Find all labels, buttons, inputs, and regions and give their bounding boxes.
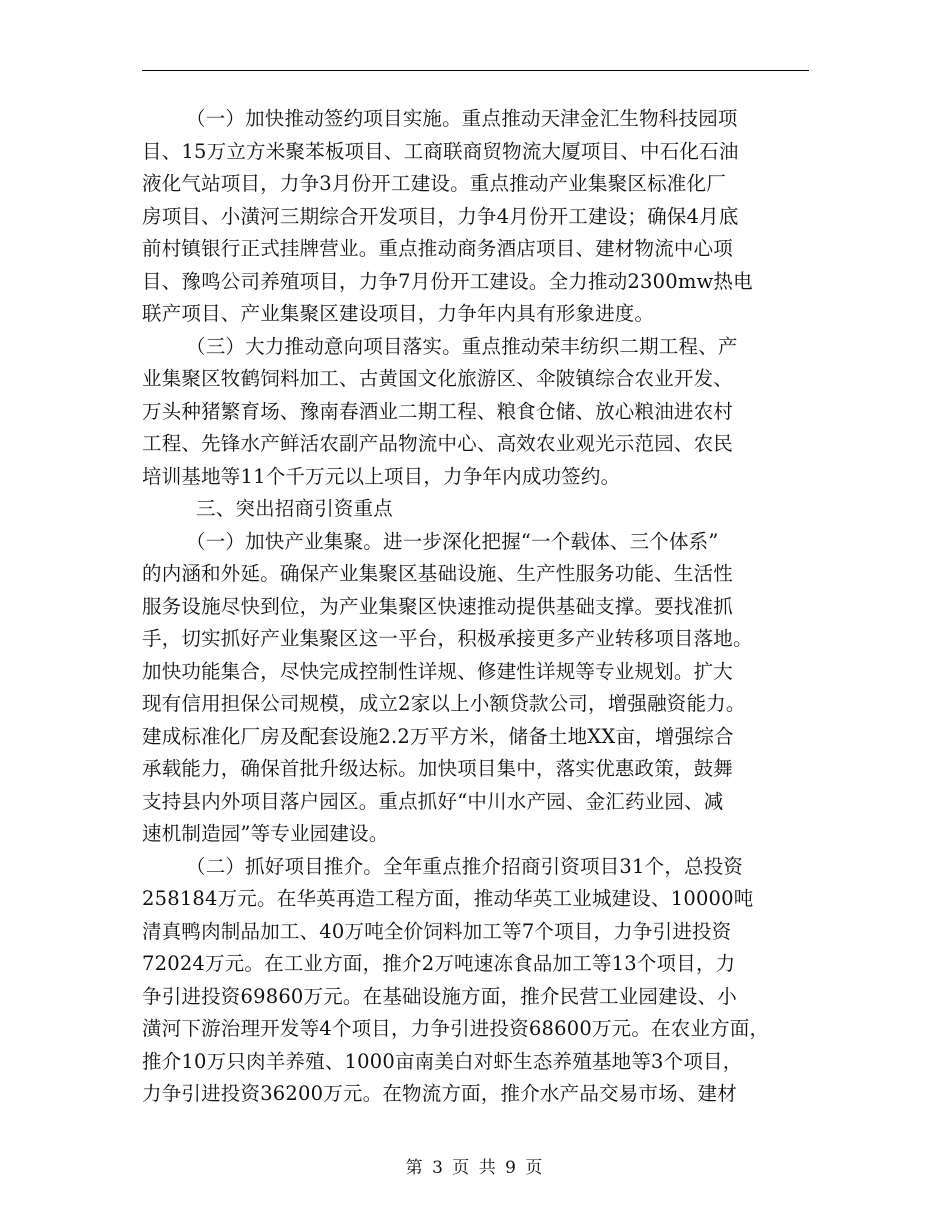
text-line: 争引进投资69860万元。在基础设施方面，推介民营工业园建设、小: [142, 984, 737, 1008]
text-line: 目、豫鸣公司养殖项目，力争7月份开工建设。全力推动2300mw热电: [142, 269, 753, 293]
text-line: 房项目、小潢河三期综合开发项目，力争4月份开工建设；确保4月底: [142, 204, 739, 228]
text-line: 的内涵和外延。确保产业集聚区基础设施、生产性服务功能、生活性: [142, 562, 734, 585]
text-line: 业集聚区牧鹤饲料加工、古黄国文化旅游区、伞陂镇综合农业开发、: [142, 367, 734, 390]
paragraph-industry-cluster: [142, 526, 832, 851]
text-line: 培训基地等11个千万元以上项目，力争年内成功签约。: [142, 464, 621, 488]
text-line: 现有信用担保公司规模，成立2家以上小额贷款公司，增强融资能力。: [142, 692, 746, 715]
document-body: [142, 103, 832, 1111]
text-line: 工程、先锋水产鲜活农副产品物流中心、高效农业观光示范园、农民: [142, 432, 734, 455]
text-line: 72024万元。在工业方面，推介2万吨速冻食品加工等13个项目，力: [142, 952, 736, 975]
text-line: 推介10万只肉羊养殖、1000亩南美白对虾生态养殖基地等3个项目，: [142, 1049, 743, 1073]
paragraph-intent-projects: [142, 331, 832, 494]
text-line: 服务设施尽快到位，为产业集聚区快速推动提供基础支撑。要找准抓: [142, 594, 734, 618]
text-line: 目、15万立方米聚苯板项目、工商联商贸物流大厦项目、中石化石油: [142, 139, 739, 163]
page-number-footer: 第 3 页 共 9 页: [405, 1158, 545, 1178]
header-rule: [142, 70, 809, 71]
text-line: 手，切实抓好产业集聚区这一平台，积极承接更多产业转移项目落地。: [142, 627, 753, 650]
text-line: 万头种猪繁育场、豫南春酒业二期工程、粮食仓储、放心粮油进农村: [142, 399, 734, 423]
text-line: 支持县内外项目落户园区。重点抓好“中川水产园、金汇药业园、减: [142, 789, 724, 813]
text-line: 液化气站项目，力争3月份开工建设。重点推动产业集聚区标准化厂: [142, 172, 726, 195]
text-line: 速机制造园”等专业园建设。: [142, 822, 389, 845]
text-line: （一）加快推动签约项目实施。重点推动天津金汇生物科技园项: [186, 107, 738, 130]
paragraph-sign-projects: [142, 103, 832, 331]
text-line: 清真鸭肉制品加工、40万吨全价饲料加工等7个项目，力争引进投资: [142, 919, 732, 943]
text-line: （一）加快产业集聚。进一步深化把握“一个载体、三个体系”: [186, 529, 719, 553]
text-line: 加快功能集合，尽快完成控制性详规、修建性详规等专业规划。扩大: [142, 659, 734, 683]
text-line: （二）抓好项目推介。全年重点推介招商引资项目31个，总投资: [186, 854, 744, 878]
text-line: 力争引进投资36200万元。在物流方面，推介水产品交易市场、建材: [142, 1082, 737, 1105]
paragraph-project-promotion: [142, 851, 832, 1111]
text-line: 联产项目、产业集聚区建设项目，力争年内具有形象进度。: [142, 302, 655, 325]
section-heading: [142, 493, 832, 526]
text-line: 前村镇银行正式挂牌营业。重点推动商务酒店项目、建材物流中心项: [142, 237, 734, 260]
heading-line: 三、突出招商引资重点: [196, 497, 394, 520]
text-line: 建成标准化厂房及配套设施2.2万平方米，储备土地XX亩，增强综合: [142, 724, 734, 748]
text-line: （三）大力推动意向项目落实。重点推动荣丰纺织二期工程、产: [186, 334, 738, 358]
text-line: 潢河下游治理开发等4个项目，力争引进投资68600万元。在农业方面，: [142, 1017, 770, 1040]
text-line: 258184万元。在华英再造工程方面，推动华英工业城建设、10000吨: [142, 887, 754, 910]
text-line: 承载能力，确保首批升级达标。加快项目集中，落实优惠政策，鼓舞: [142, 757, 734, 780]
